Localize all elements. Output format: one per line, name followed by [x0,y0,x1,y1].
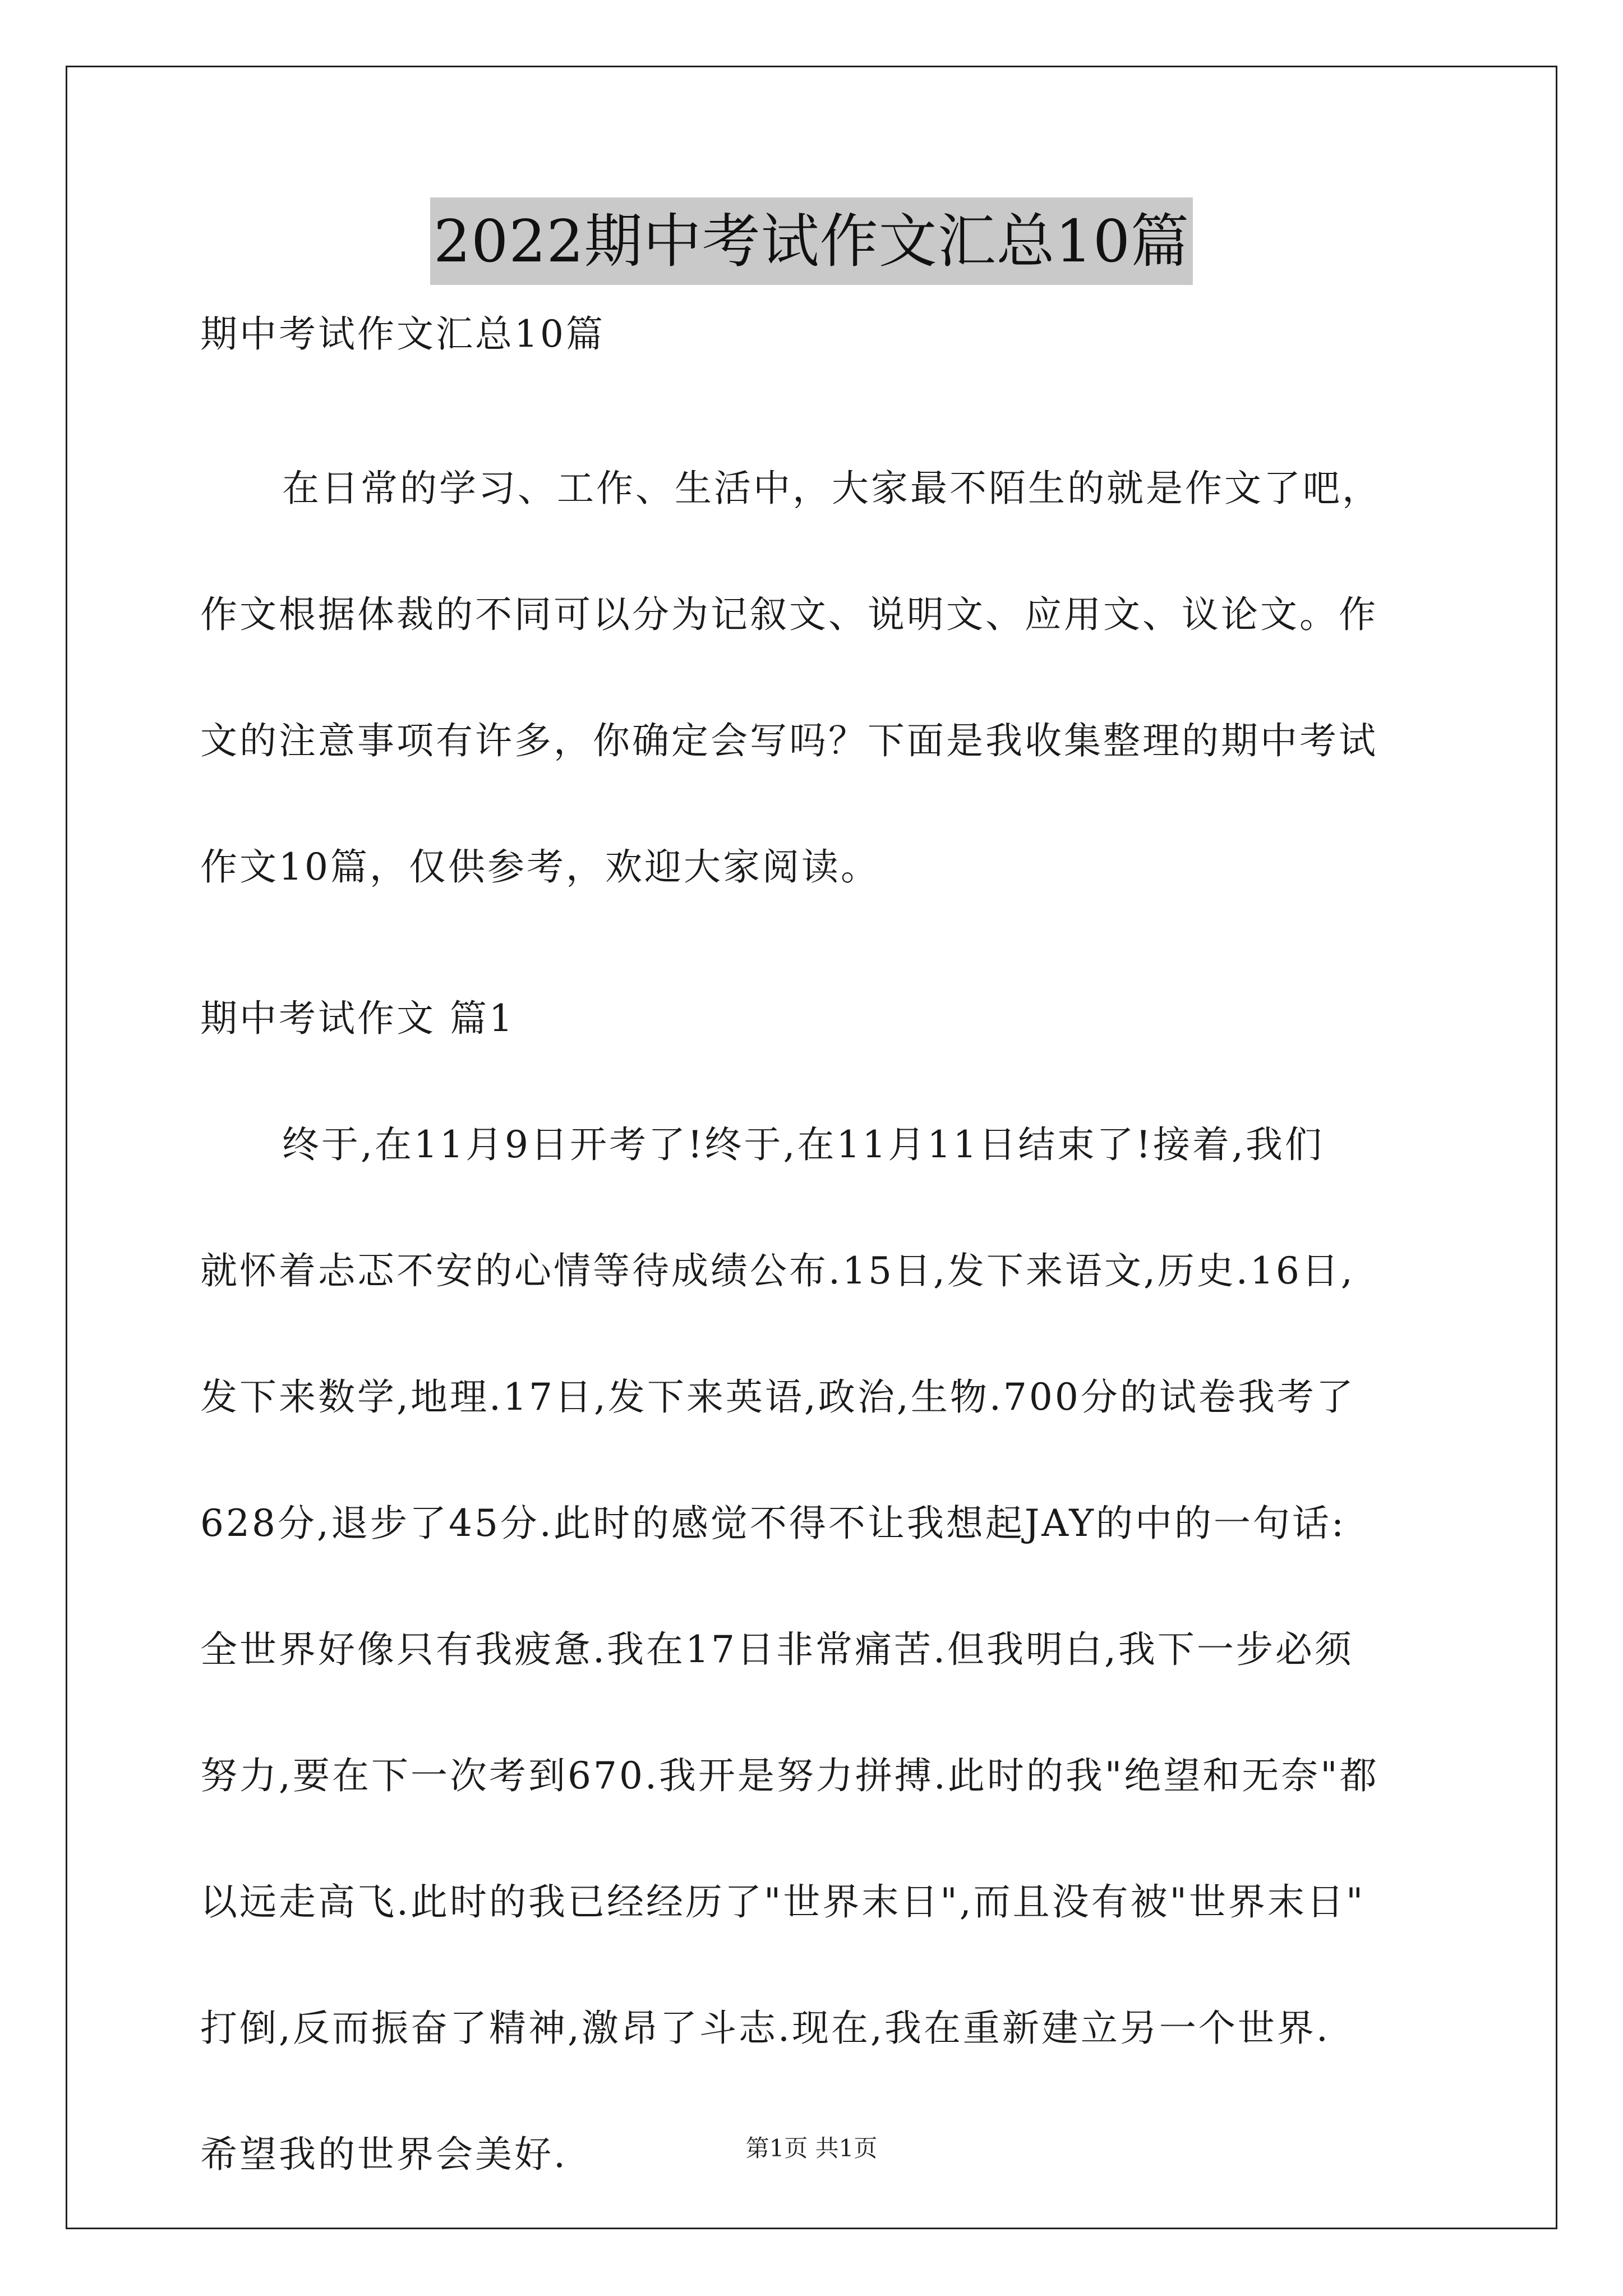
body-line: 就怀着忐忑不安的心情等待成绩公布.15日,发下来语文,历史.16日, [200,1249,1355,1292]
intro-line: 文的注意事项有许多，你确定会写吗？下面是我收集整理的期中考试 [200,719,1378,762]
body-line: 终于,在11月9日开考了!终于,在11月11日结束了!接着,我们 [282,1123,1324,1166]
body-paragraph [200,1118,1434,2182]
body-line: 全世界好像只有我疲惫.我在17日非常痛苦.但我明白,我下一步必须 [200,1628,1354,1671]
page-footer [0,2132,1623,2165]
intro-line: 作文根据体裁的不同可以分为记叙文、说明文、应用文、议论文。作 [200,593,1378,636]
page-number: 第1页 共1页 [745,2134,878,2162]
body-line: 打倒,反而振奋了精神,激昂了斗志.现在,我在重新建立另一个世界. [200,2007,1330,2050]
document-title: 2022期中考试作文汇总10篇 [430,197,1193,285]
intro-line: 在日常的学习、工作、生活中，大家最不陌生的就是作文了吧， [282,467,1381,510]
body-line: 希望我的世界会美好. [200,2133,568,2176]
body-line: 以远走高飞.此时的我已经经历了"世界末日",而且没有被"世界末日" [200,1880,1366,1924]
body-line: 发下来数学,地理.17日,发下来英语,政治,生物.700分的试卷我考了 [200,1375,1355,1419]
intro-line: 作文10篇，仅供参考，欢迎大家阅读。 [200,845,880,889]
subtitle [200,307,1434,361]
title-container [0,197,1623,285]
section-heading [200,992,1434,1046]
intro-paragraph [200,462,1434,894]
body-line: 628分,退步了45分.此时的感觉不得不让我想起JAY的中的一句话: [200,1502,1347,1545]
body-line: 努力,要在下一次考到670.我开是努力拼搏.此时的我"绝望和无奈"都 [200,1754,1379,1797]
section-heading-text: 期中考试作文 篇1 [200,997,515,1040]
subtitle-text: 期中考试作文汇总10篇 [200,312,605,356]
